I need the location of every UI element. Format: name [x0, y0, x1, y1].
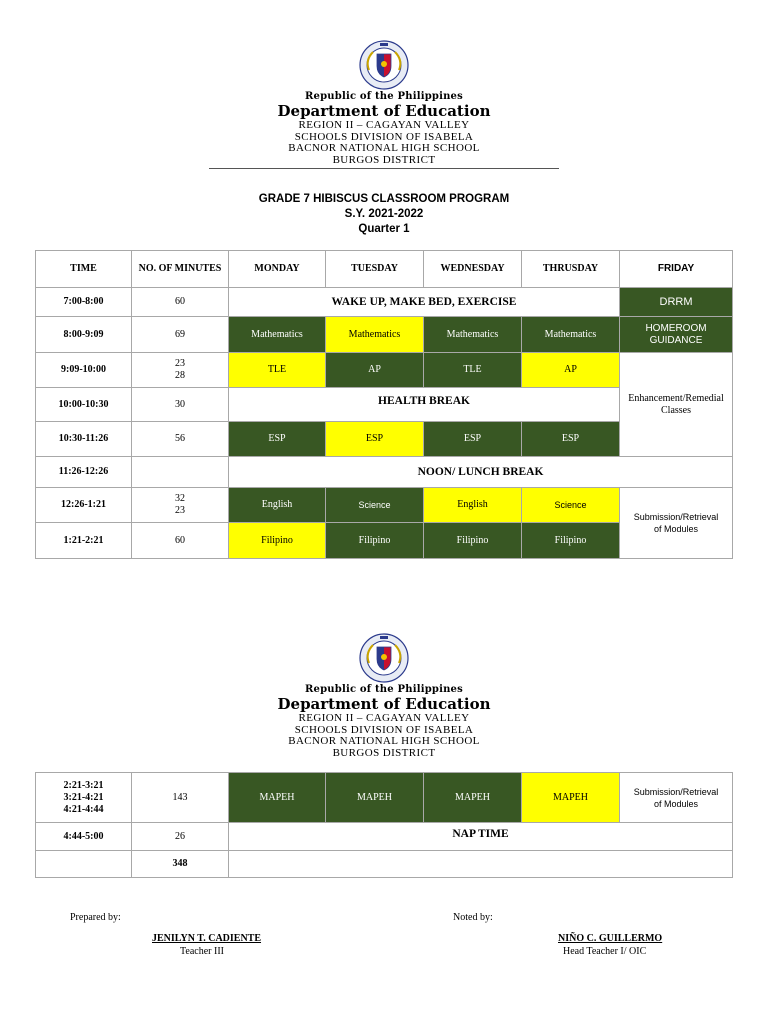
activity-cell: NAP TIME: [229, 823, 733, 851]
friday-line-1: HOMEROOM: [645, 322, 707, 334]
friday-line-2: GUIDANCE: [649, 334, 703, 346]
republic-line: Republic of the Philippines: [305, 684, 463, 695]
submission-line-2: of Modules: [653, 524, 699, 534]
title-line-1: GRADE 7 HIBISCUS CLASSROOM PROGRAM: [258, 193, 510, 205]
school-line: BACNOR NATIONAL HIGH SCHOOL: [288, 142, 480, 154]
region-line: REGION II – CAGAYAN VALLEY: [298, 712, 470, 724]
thursday-cell: Filipino: [522, 523, 620, 559]
district-line: BURGOS DISTRICT: [332, 746, 436, 759]
wednesday-cell: ESP: [424, 422, 522, 457]
tuesday-cell: MAPEH: [326, 773, 424, 823]
thursday-cell: MAPEH: [522, 773, 620, 823]
wednesday-cell: MAPEH: [424, 773, 522, 823]
table-row: [36, 851, 733, 878]
time-line-3: 4:21-4:44: [63, 803, 104, 815]
thursday-cell: Science: [522, 488, 620, 523]
program-title: [0, 192, 768, 237]
time-cell: 1:21-2:21: [36, 523, 132, 559]
thursday-cell: ESP: [522, 422, 620, 457]
monday-cell: MAPEH: [229, 773, 326, 823]
time-cell: 10:30-11:26: [36, 422, 132, 457]
letterhead-top: [0, 40, 768, 169]
table-row: [36, 457, 733, 488]
minutes-line-1: 32: [175, 493, 185, 504]
minutes-cell: [132, 488, 229, 523]
time-cell: 12:26-1:21: [36, 488, 132, 523]
department-name: Department of Education: [277, 695, 491, 713]
monday-cell: ESP: [229, 422, 326, 457]
minutes-cell: 69: [132, 317, 229, 353]
col-time: TIME: [36, 251, 132, 288]
header-divider: [209, 168, 559, 169]
district-line: BURGOS DISTRICT: [332, 153, 436, 166]
time-cell: 11:26-12:26: [36, 457, 132, 488]
schedule-table-continued: [35, 772, 733, 878]
wednesday-cell: Filipino: [424, 523, 522, 559]
time-cell: [36, 773, 132, 823]
col-wednesday: WEDNESDAY: [424, 251, 522, 288]
table-row: [36, 317, 733, 353]
friday-cell: DRRM: [620, 288, 733, 317]
wednesday-cell: TLE: [424, 353, 522, 388]
minutes-cell: 26: [132, 823, 229, 851]
friday-submission-cell: [620, 773, 733, 823]
table-row: [36, 823, 733, 851]
header-row: [36, 251, 733, 288]
time-line-2: 3:21-4:21: [63, 791, 104, 803]
school-line: BACNOR NATIONAL HIGH SCHOOL: [288, 735, 480, 747]
col-thursday: THRUSDAY: [522, 251, 620, 288]
time-cell: 10:00-10:30: [36, 388, 132, 422]
minutes-cell: [132, 353, 229, 388]
submission-line-2: of Modules: [653, 798, 699, 809]
col-minutes: NO. OF MINUTES: [132, 251, 229, 288]
time-cell: 9:09-10:00: [36, 353, 132, 388]
division-line: SCHOOLS DIVISION OF ISABELA: [294, 723, 474, 736]
tuesday-cell: Science: [326, 488, 424, 523]
minutes-line-2: 23: [175, 505, 185, 516]
thursday-cell: AP: [522, 353, 620, 388]
activity-cell: NOON/ LUNCH BREAK: [229, 457, 733, 488]
minutes-cell: 30: [132, 388, 229, 422]
activity-cell: WAKE UP, MAKE BED, EXERCISE: [229, 288, 620, 317]
schedule-table: [35, 250, 733, 559]
minutes-cell: 56: [132, 422, 229, 457]
table-row: [36, 773, 733, 823]
submission-line-1: Submission/Retrieval: [633, 786, 719, 797]
wednesday-cell: Mathematics: [424, 317, 522, 353]
minutes-cell: 60: [132, 288, 229, 317]
monday-cell: TLE: [229, 353, 326, 388]
deped-seal-icon: [355, 633, 413, 683]
empty-cell: [229, 851, 733, 878]
minutes-cell: 60: [132, 523, 229, 559]
tuesday-cell: Mathematics: [326, 317, 424, 353]
tuesday-cell: Filipino: [326, 523, 424, 559]
time-cell: 7:00-8:00: [36, 288, 132, 317]
total-minutes-cell: 348: [132, 851, 229, 878]
prepared-by-name: JENILYN T. CADIENTE: [152, 933, 262, 944]
enhancement-line-2: Classes: [661, 404, 691, 416]
prepared-by-title: Teacher III: [180, 946, 224, 957]
table-row: [36, 353, 733, 388]
tuesday-cell: AP: [326, 353, 424, 388]
activity-cell: HEALTH BREAK: [229, 388, 620, 422]
friday-enhancement-cell: [620, 353, 733, 457]
region-line: REGION II – CAGAYAN VALLEY: [298, 119, 470, 131]
submission-line-1: Submission/Retrieval: [633, 512, 719, 522]
title-line-2: S.Y. 2021-2022: [344, 208, 424, 220]
department-name: Department of Education: [277, 102, 491, 120]
noted-by-name: NIÑO C. GUILLERMO: [558, 933, 663, 944]
minutes-cell: 143: [132, 773, 229, 823]
minutes-line-2: 28: [175, 370, 185, 381]
time-line-1: 2:21-3:21: [63, 779, 104, 791]
minutes-cell: [132, 457, 229, 488]
col-monday: MONDAY: [229, 251, 326, 288]
monday-cell: English: [229, 488, 326, 523]
col-tuesday: TUESDAY: [326, 251, 424, 288]
division-line: SCHOOLS DIVISION OF ISABELA: [294, 130, 474, 143]
wednesday-cell: English: [424, 488, 522, 523]
monday-cell: Mathematics: [229, 317, 326, 353]
title-line-3: Quarter 1: [358, 223, 410, 235]
monday-cell: Filipino: [229, 523, 326, 559]
noted-by-title: Head Teacher I/ OIC: [563, 946, 647, 957]
noted-by-label: Noted by:: [453, 912, 493, 923]
time-cell: 8:00-9:09: [36, 317, 132, 353]
friday-cell: [620, 317, 733, 353]
republic-line: Republic of the Philippines: [305, 91, 463, 102]
friday-submission-cell: [620, 488, 733, 559]
deped-seal-icon: [355, 40, 413, 90]
enhancement-line-1: Enhancement/Remedial: [628, 392, 724, 404]
col-friday: FRIDAY: [620, 251, 733, 288]
prepared-by-label: Prepared by:: [70, 912, 121, 923]
tuesday-cell: ESP: [326, 422, 424, 457]
minutes-line-1: 23: [175, 358, 185, 369]
time-cell: [36, 851, 132, 878]
letterhead-bottom: [0, 633, 768, 759]
table-row: [36, 488, 733, 523]
table-row: [36, 288, 733, 317]
time-cell: 4:44-5:00: [36, 823, 132, 851]
thursday-cell: Mathematics: [522, 317, 620, 353]
